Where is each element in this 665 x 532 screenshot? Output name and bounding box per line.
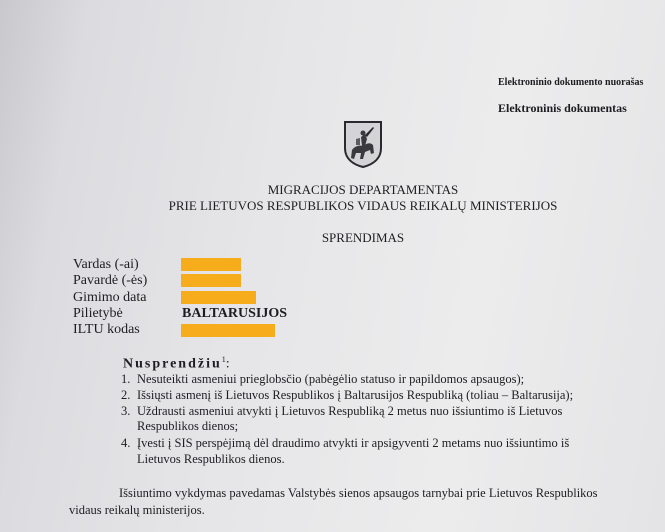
authority-name: MIGRACIJOS DEPARTAMENTAS: [267, 182, 459, 197]
decision-heading: Nusprendžiu$^1$:: [123, 355, 232, 372]
decision-item: 4. Įvesti į SIS perspėjimą dėl draudimo atvykti ir apsigyventi 2 metams nuo išsiuntimo iš: [121, 436, 570, 450]
birth-date-label: Gimimo data: [73, 290, 147, 305]
redaction-iltu-code: [181, 324, 275, 337]
citizenship-label: Pilietybė: [73, 306, 123, 321]
redaction-surname: [181, 274, 241, 287]
citizenship-value: BALTARUSIJOS: [182, 306, 288, 321]
footnote-marker: 1: [221, 355, 226, 364]
closing-paragraph: Išsiuntimo vykdymas pavedamas Valstybės sienos apsaugos tarnybai prie Lietuvos Respublikos: [119, 486, 598, 500]
redaction-birth-date: [181, 291, 256, 304]
surname-label: Pavardė (-ės): [73, 273, 148, 288]
coat-of-arms-icon: [343, 120, 383, 168]
document-copy-label: Elektroninio dokumento nuorašas: [498, 77, 644, 88]
decision-item-continuation: Respublikos dienos;: [137, 419, 239, 433]
decision-item: 1. Nesuteikti asmeniui prieglobsčio (pabėgėlio statuso ir papildomos apsaugos);: [121, 372, 525, 386]
iltu-code-label: ILTU kodas: [73, 322, 140, 337]
decision-item-continuation: Lietuvos Respublikos dienos.: [137, 452, 285, 466]
redaction-name: [181, 258, 241, 271]
document-title: SPRENDIMAS: [321, 230, 405, 245]
decision-item: 2. Išsiųsti asmenį iš Lietuvos Respublikos į Baltarusijos Respubliką (toliau – Baltarusija);: [121, 388, 574, 402]
document-type-label: Elektroninis dokumentas: [498, 101, 627, 115]
name-label: Vardas (-ai): [73, 257, 139, 272]
closing-paragraph-continuation: vidaus reikalų ministerijos.: [69, 503, 205, 517]
authority-ministry: PRIE LIETUVOS RESPUBLIKOS VIDAUS REIKALŲ MINISTERIJOS: [168, 198, 558, 213]
decision-item: 3. Uždrausti asmeniui atvykti į Lietuvos Respubliką 2 metus nuo išsiuntimo iš Lietuvos: [121, 404, 563, 418]
